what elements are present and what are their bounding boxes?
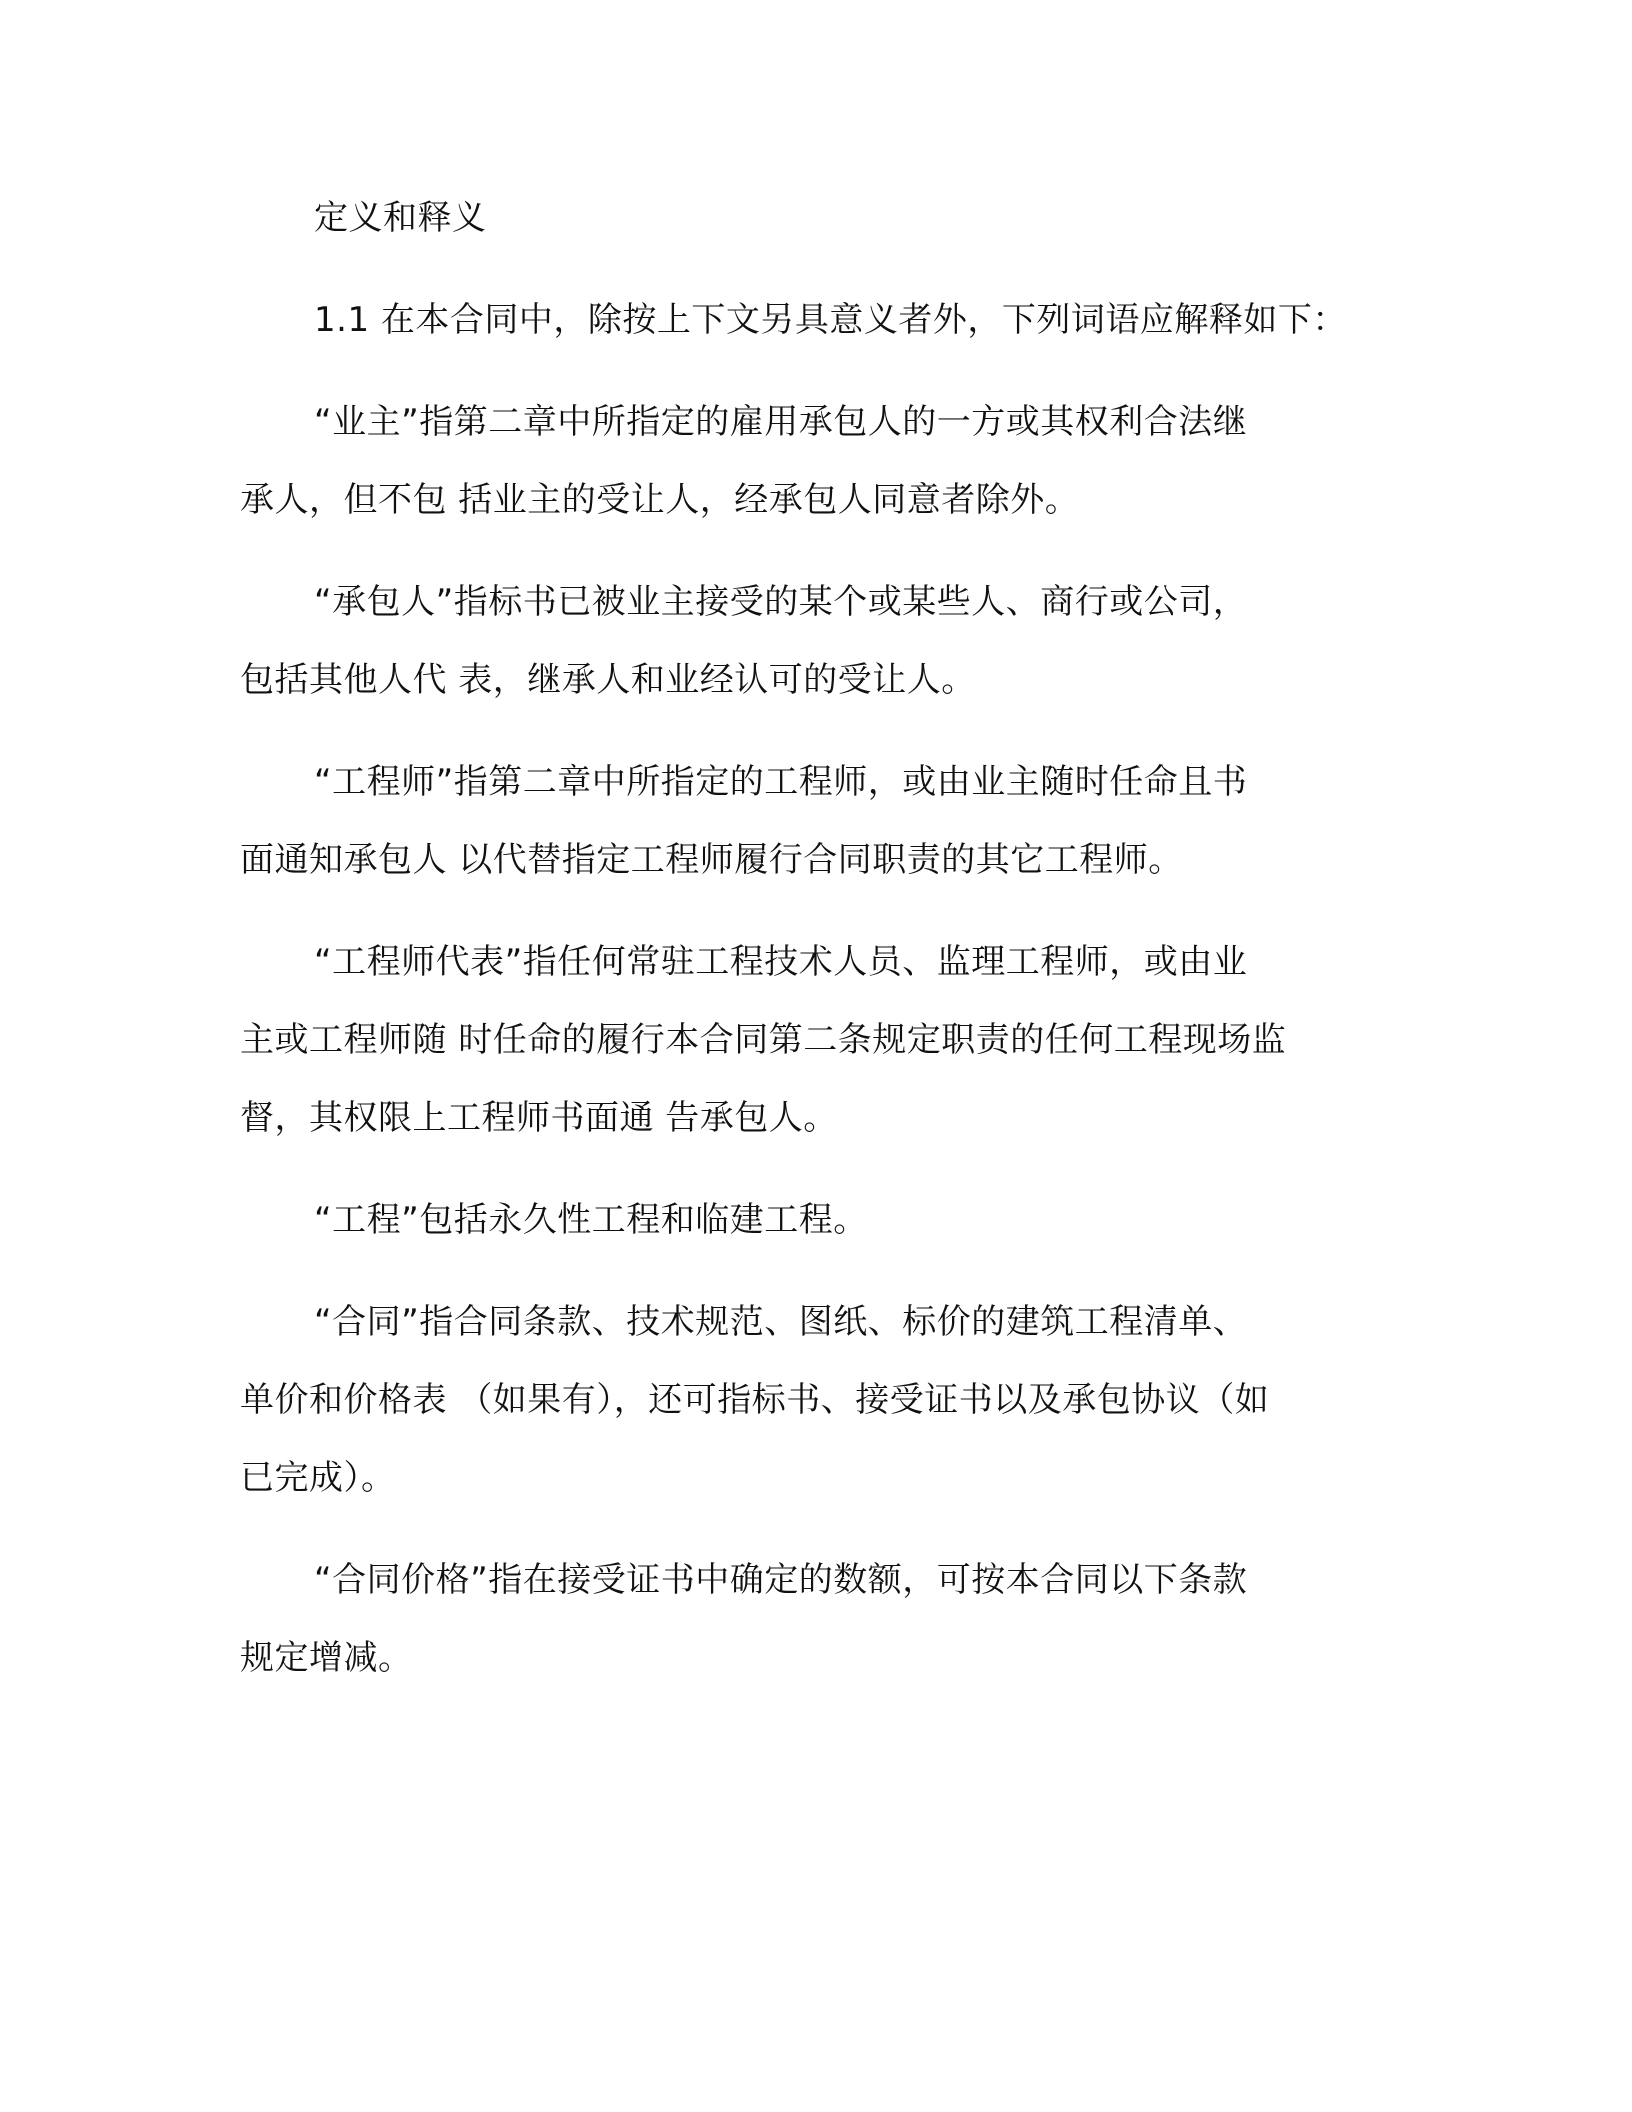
definition-engineer-rep-line-2: 主或工程师随 时任命的履行本合同第二条规定职责的任何工程现场监	[240, 1020, 1287, 1060]
definition-contract-price-line-2: 规定增减。	[240, 1638, 413, 1678]
definition-engineer-line-2: 面通知承包人 以代替指定工程师履行合同职责的其它工程师。	[240, 840, 1183, 880]
definition-contract-line-2: 单价和价格表 （如果有），还可指标书、接受证书以及承包协议（如	[240, 1380, 1270, 1420]
definition-engineer-line-1: “工程师”指第二章中所指定的工程师，或由业主随时任命且书	[314, 762, 1248, 802]
definition-engineer-rep-line-1: “工程师代表”指任何常驻工程技术人员、监理工程师，或由业	[314, 942, 1248, 982]
definition-contractor-line-2: 包括其他人代 表，继承人和业经认可的受让人。	[240, 660, 976, 700]
definition-engineer-rep-line-3: 督，其权限上工程师书面通 告承包人。	[240, 1098, 838, 1138]
definition-contract-line-3: 已完成）。	[240, 1458, 396, 1498]
definition-contractor-line-1: “承包人”指标书已被业主接受的某个或某些人、商行或公司，	[314, 582, 1248, 622]
definition-contract-line-1: “合同”指合同条款、技术规范、图纸、标价的建筑工程清单、	[314, 1302, 1248, 1342]
section-heading: 定义和释义	[314, 198, 487, 238]
definition-owner-line-2: 承人，但不包 括业主的受让人，经承包人同意者除外。	[240, 480, 1080, 520]
clause-1-1: 1.1 在本合同中，除按上下文另具意义者外，下列词语应解释如下：	[314, 300, 1347, 340]
definition-owner-line-1: “业主”指第二章中所指定的雇用承包人的一方或其权利合法继	[314, 402, 1248, 442]
definition-works-line-1: “工程”包括永久性工程和临建工程。	[314, 1200, 868, 1240]
definition-contract-price-line-1: “合同价格”指在接受证书中确定的数额，可按本合同以下条款	[314, 1560, 1248, 1600]
